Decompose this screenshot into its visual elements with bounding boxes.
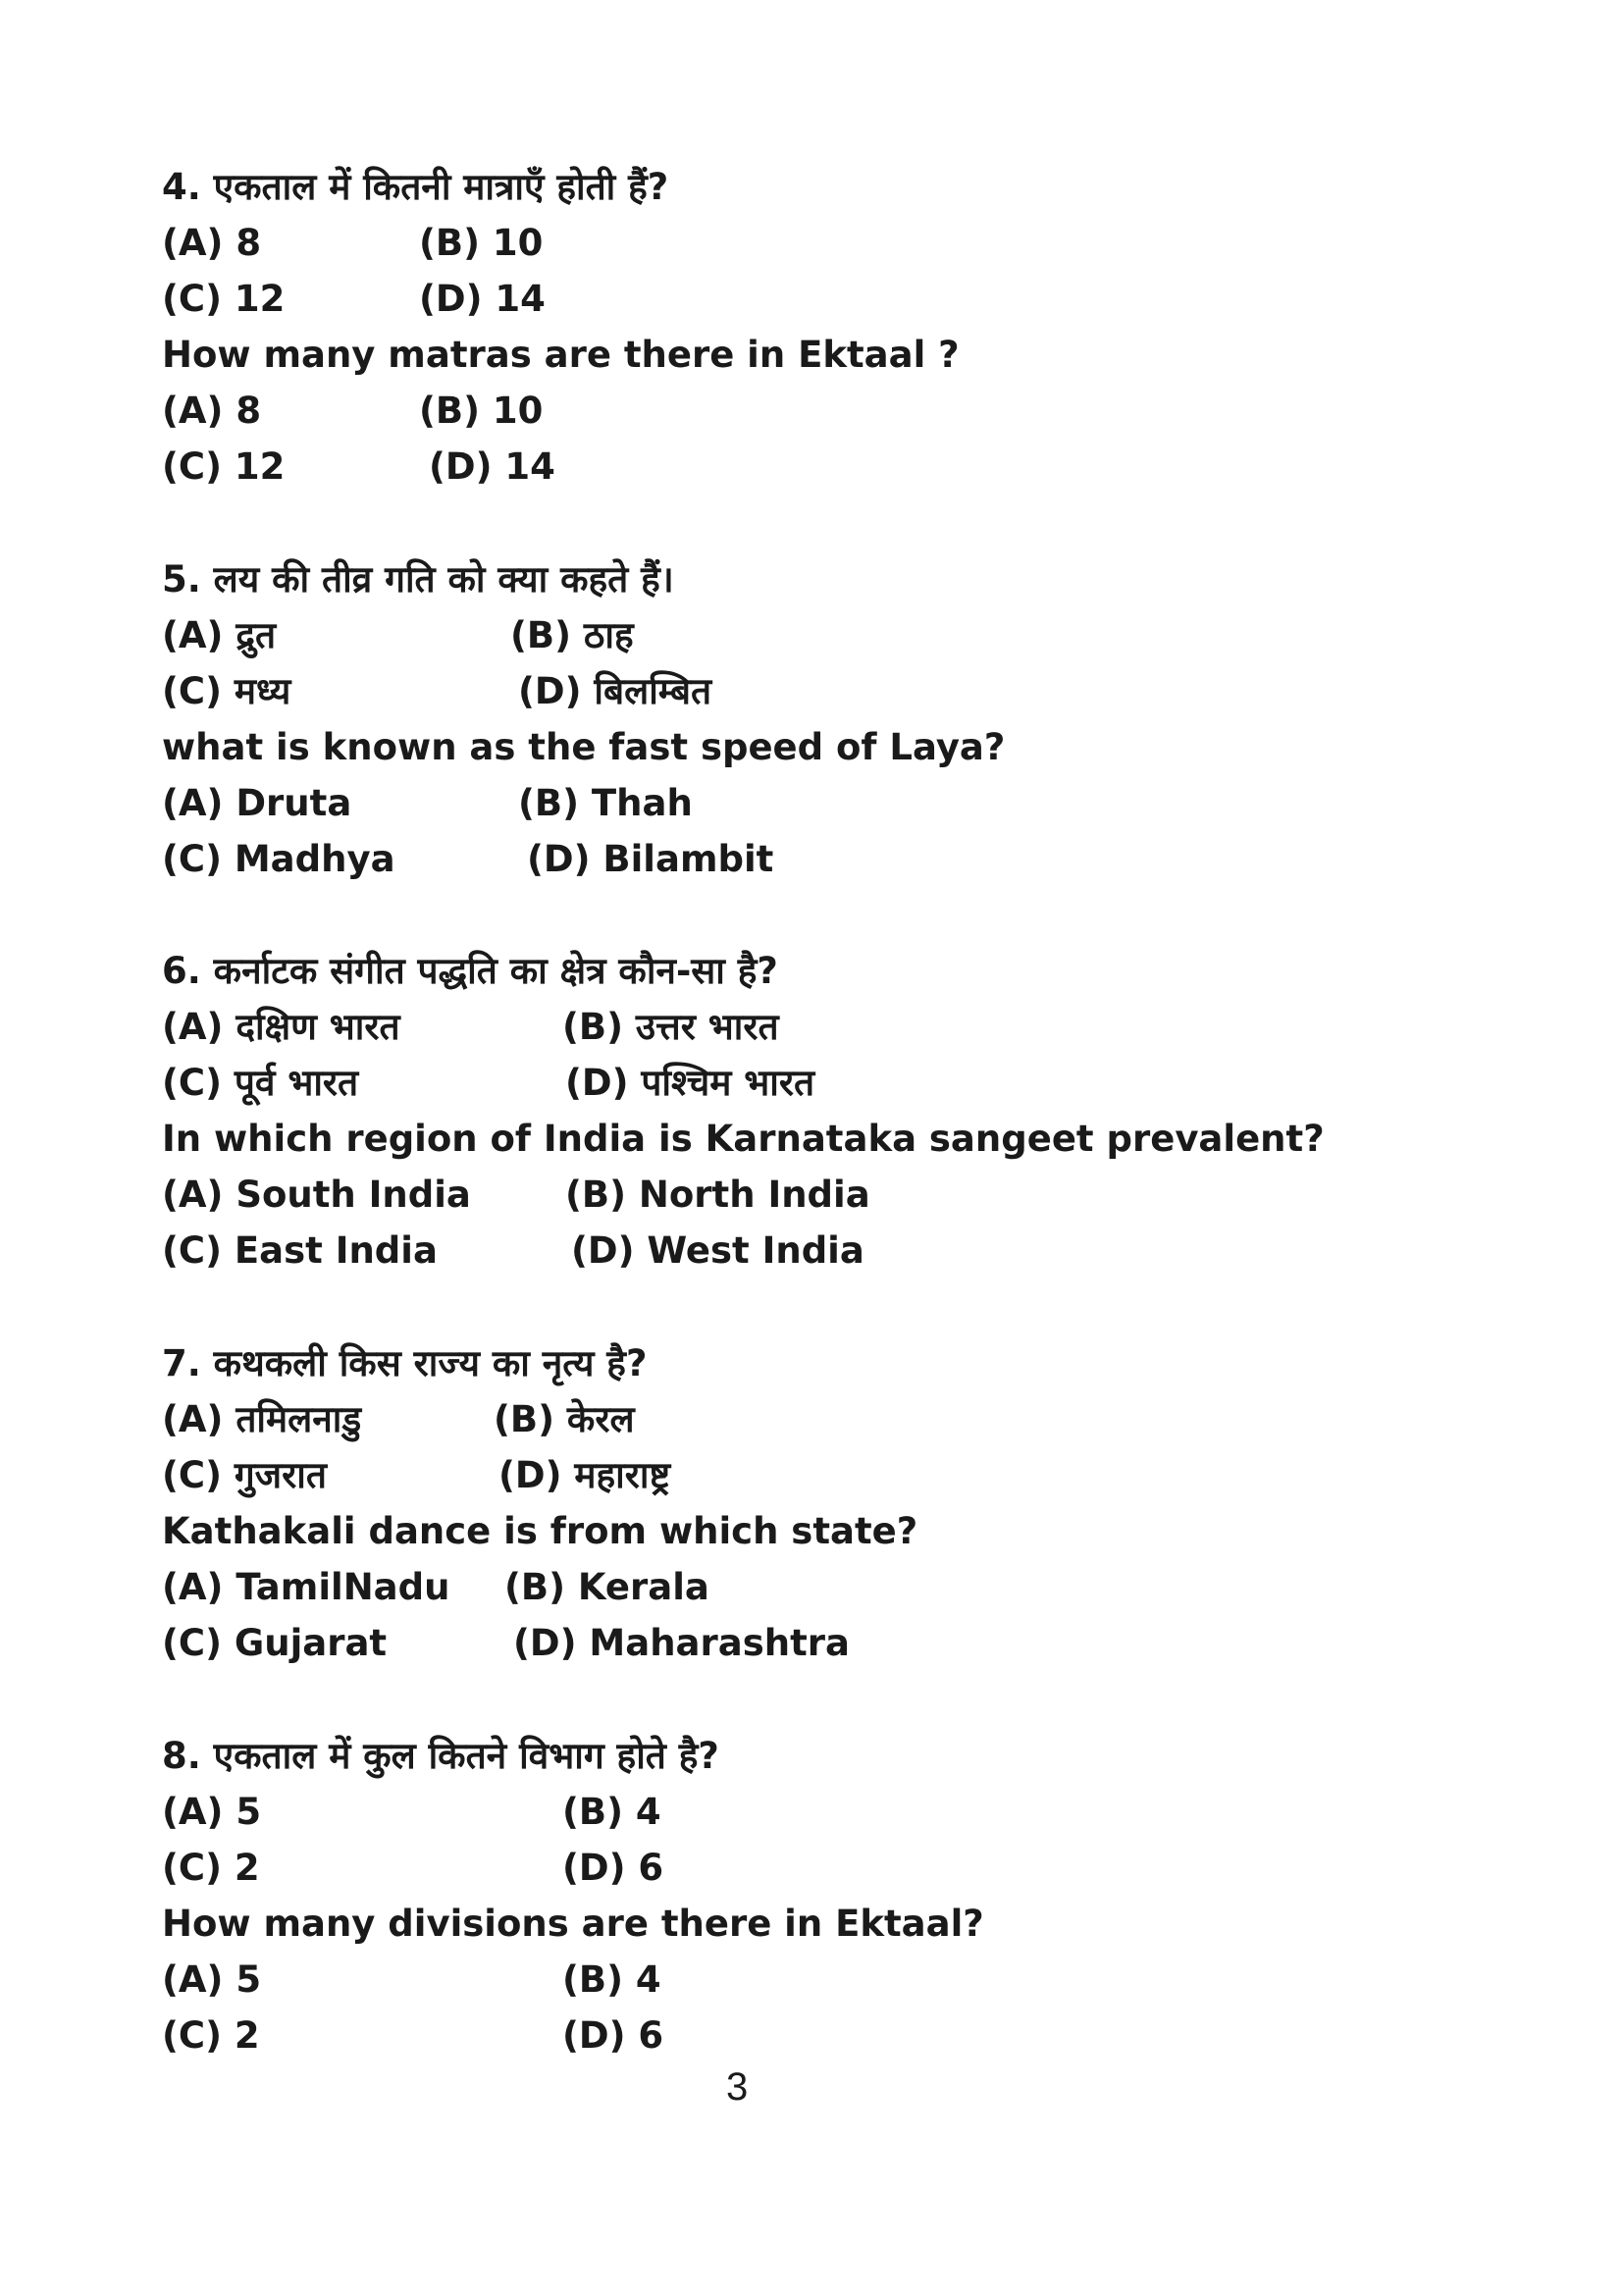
- option-a: (A) दक्षिण भारत: [162, 1006, 400, 1048]
- option-d: (D) पश्चिम भारत: [565, 1062, 815, 1104]
- option-b: (B) 4: [562, 1958, 661, 2001]
- option-c: (C) Madhya: [162, 838, 395, 880]
- option-d: (D) 6: [562, 1847, 664, 1889]
- option-b: (B) 10: [419, 222, 544, 264]
- option-a: (A) TamilNadu: [162, 1566, 450, 1608]
- question-english: Kathakali dance is from which state?: [162, 1510, 918, 1552]
- option-d: (D) 14: [419, 278, 546, 320]
- option-c: (C) 2: [162, 1847, 260, 1889]
- option-b: (B) Thah: [518, 782, 693, 824]
- option-a: (A) द्रुत: [162, 614, 277, 656]
- question-english: How many matras are there in Ektaal ?: [162, 334, 960, 376]
- option-c: (C) गुजरात: [162, 1454, 327, 1496]
- option-a: (A) South India: [162, 1174, 471, 1216]
- option-b: (B) ठाह: [510, 614, 634, 656]
- option-d: (D) Bilambit: [527, 838, 774, 880]
- option-d: (D) Maharashtra: [513, 1622, 850, 1664]
- option-a: (A) 5: [162, 1958, 262, 2001]
- question-english: what is known as the fast speed of Laya?: [162, 726, 1006, 768]
- question-hindi: 5. लय की तीव्र गति को क्या कहते हैं।: [162, 558, 674, 600]
- question-hindi: 6. कर्नाटक संगीत पद्धति का क्षेत्र कौन-सा है?: [162, 950, 778, 992]
- option-c: (C) 12: [162, 445, 286, 488]
- question-english: In which region of India is Karnataka sangeet prevalent?: [162, 1118, 1325, 1160]
- option-c: (C) 12: [162, 278, 286, 320]
- option-a: (A) तमिलनाडु: [162, 1398, 362, 1440]
- option-b: (B) केरल: [494, 1398, 635, 1440]
- option-c: (C) पूर्व भारत: [162, 1062, 359, 1104]
- option-a: (A) Druta: [162, 782, 352, 824]
- option-d: (D) बिलम्बित: [518, 670, 712, 712]
- option-c: (C) Gujarat: [162, 1622, 388, 1664]
- question-hindi: 7. कथकली किस राज्य का नृत्य है?: [162, 1342, 648, 1384]
- option-a: (A) 8: [162, 390, 262, 432]
- option-c: (C) East India: [162, 1229, 438, 1272]
- option-d: (D) 6: [562, 2014, 664, 2057]
- option-b: (B) 10: [419, 390, 544, 432]
- option-a: (A) 5: [162, 1791, 262, 1833]
- question-hindi: 4. एकताल में कितनी मात्राएँ होती हैं?: [162, 166, 669, 208]
- question-english: How many divisions are there in Ektaal?: [162, 1903, 984, 1945]
- option-b: (B) Kerala: [504, 1566, 709, 1608]
- option-b: (B) 4: [562, 1791, 661, 1833]
- option-d: (D) West India: [571, 1229, 864, 1272]
- option-c: (C) मध्य: [162, 670, 291, 712]
- question-hindi: 8. एकताल में कुल कितने विभाग होते है?: [162, 1735, 719, 1777]
- option-b: (B) उत्तर भारत: [562, 1006, 779, 1048]
- option-d: (D) 14: [429, 445, 555, 488]
- option-c: (C) 2: [162, 2014, 260, 2057]
- option-b: (B) North India: [565, 1174, 870, 1216]
- option-d: (D) महाराष्ट्र: [498, 1454, 671, 1496]
- page-number: 3: [726, 2065, 749, 2109]
- option-a: (A) 8: [162, 222, 262, 264]
